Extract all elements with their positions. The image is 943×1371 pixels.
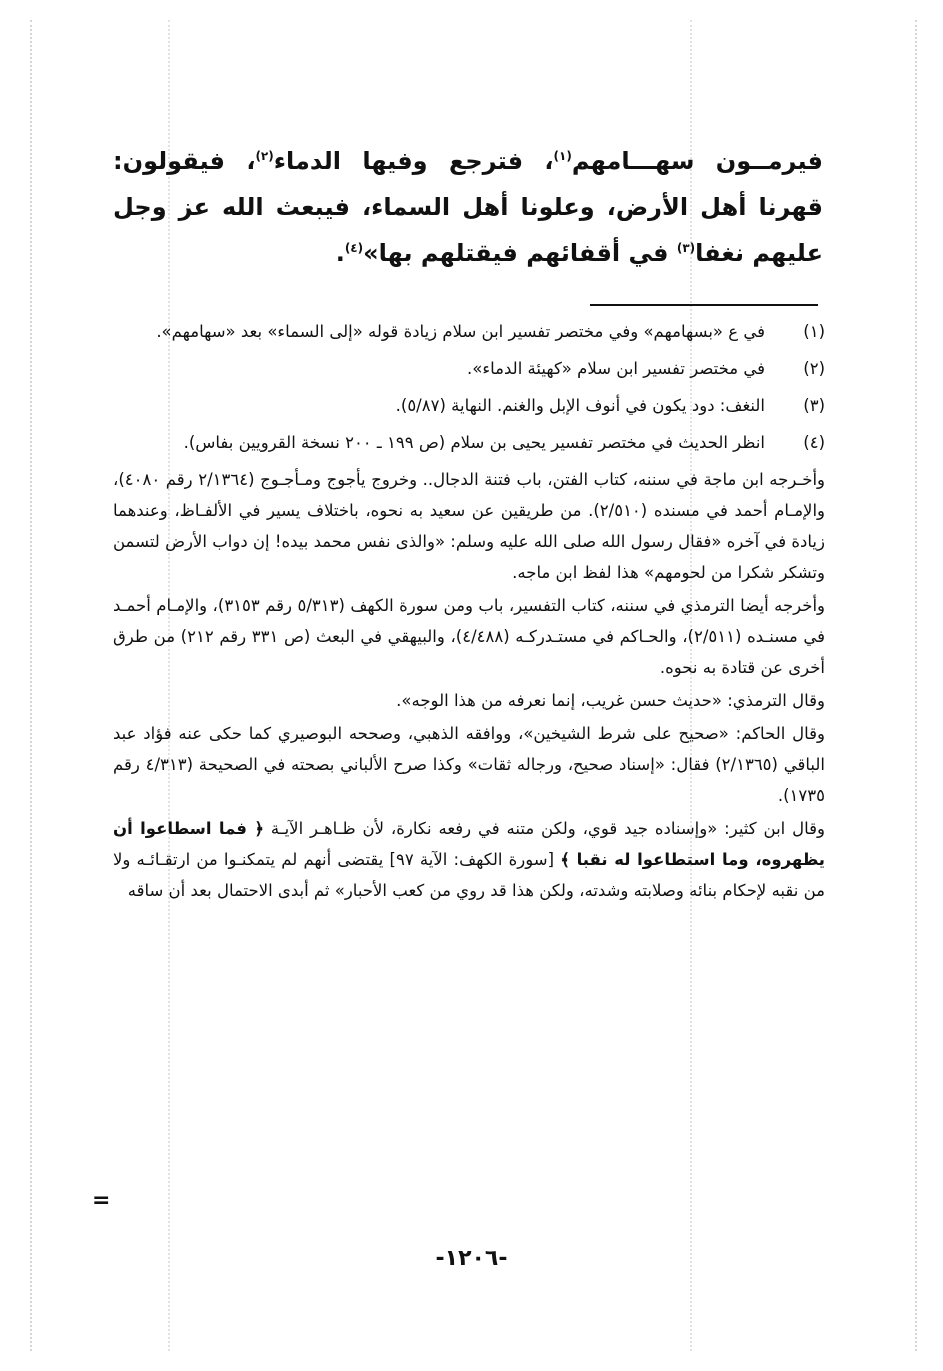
main-paragraph: فيرمــون سهـــامهم$^{(١)}$، فترجع وفيها الدماء$^{(٢)}$، فيقولون: قهرنا أهل الأرض، وعلونا أهل السماء، فيبعث الله عز وجل عليهم نغفا$^{(٣)}$ في أقفائهم فيقتلهم بها»$^{(٤)}$. [113, 147, 823, 267]
footnote-number: (٣) [803, 396, 825, 415]
footnote-2 [113, 353, 825, 384]
footnote-ref-3[interactable]: (٣) [676, 241, 696, 255]
footnote-number: (٢) [803, 359, 825, 378]
footnote-text: في ع «بسهامهم» وفي مختصر تفسير ابن سلام زيادة قوله «إلى السماء» بعد «سهامهم». [156, 322, 765, 341]
footnote-ref-4[interactable]: (٤) [344, 241, 364, 255]
footnote-1 [113, 316, 825, 347]
footnote-paragraph: وقال الترمذي: «حديث حسن غريب، إنما نعرفه من هذا الوجه». [396, 691, 825, 710]
footnote-paragraph: وقال ابن كثير: «وإسناده جيد قوي، ولكن متنه في رفعه نكارة، لأن ظـاهـر الآيـة ﴿ فما اسطاعوا أن يظهروه، وما استطاعوا له نقبا ﴾ [سورة الكهف: الآية ٩٧] يقتضى أنهم لم يتمكنـوا من ارتقـائـه ولا من نقبه لإحكام بنائه وصلابته وشدته، ولكن هذا قد روي من كعب الأحبار» ثم أبدى الاحتمال بعد أن ساقه [113, 819, 826, 900]
footnote-text: في مختصر تفسير ابن سلام «كهيئة الدماء». [467, 359, 765, 378]
footnote-number: (١) [803, 322, 825, 341]
quran-verse: ﴿ فما اسطاعوا أن يظهروه، وما استطاعوا له نقبا ﴾ [113, 819, 826, 869]
footnote-ref-2[interactable]: (٢) [255, 149, 274, 163]
footnote-3 [113, 390, 825, 421]
footnote-number: (٤) [803, 433, 825, 452]
footnote-paragraph: وأخـرجه ابن ماجة في سننه، كتاب الفتن، باب فتنة الدجال.. وخروج يأجوج ومـأجـوج (٢/١٣٦٤ رقم ٤٠٨٠)، والإمـام أحمد في مسنده (٢/٥١٠). من طريقين عن سعيد به نحوه، باختلاف يسير في الألفـاظ، وعندهما زيادة في آخره «فقال رسول الله صلى الله عليه وسلم: «والذى نفس محمد بيده! إن دواب الأرض لتسمن وتشكر شكرا من لحومهم» هذا لفظ ابن ماجه. [113, 470, 826, 582]
footnote-paragraph: وقال الحاكم: «صحيح على شرط الشيخين»، ووافقه الذهبي، وصححه البوصيري كما حكى عنه فؤاد عبد الباقي (٢/١٣٦٥) فقال: «إسناد صحيح، ورجاله ثقات» وكذا صرح الألباني بصحته في الصحيحة (٤/٣١٣ رقم ١٧٣٥). [113, 724, 825, 805]
footnotes [113, 316, 825, 908]
page-number: -١٢٠٦- [435, 1246, 508, 1271]
footnote-separator [590, 304, 818, 306]
footnote-ref-1[interactable]: (١) [553, 149, 572, 163]
main-text [113, 138, 823, 276]
footnote-text: انظر الحديث في مختصر تفسير يحيى بن سلام (ص ١٩٩ ـ ٢٠٠ نسخة القرويين بفاس). [183, 433, 765, 452]
footnote-text: النغف: دود يكون في أنوف الإبل والغنم. النهاية (٥/٨٧). [395, 396, 765, 415]
footnote-4 [113, 427, 825, 458]
footnote-4-continuation [113, 464, 825, 906]
continuation-mark: = [92, 1188, 111, 1213]
footnote-paragraph: وأخرجه أيضا الترمذي في سننه، كتاب التفسير، باب ومن سورة الكهف (٥/٣١٣ رقم ٣١٥٣)، والإمـام أحمـد في مسنـده (٢/٥١١)، والحـاكم في مستـدركـه (٤/٤٨٨)، والبيهقي في البعث (ص ٣٣١ رقم ٢١٢) من طرق أخرى عن قتادة به نحوه. [113, 596, 826, 677]
